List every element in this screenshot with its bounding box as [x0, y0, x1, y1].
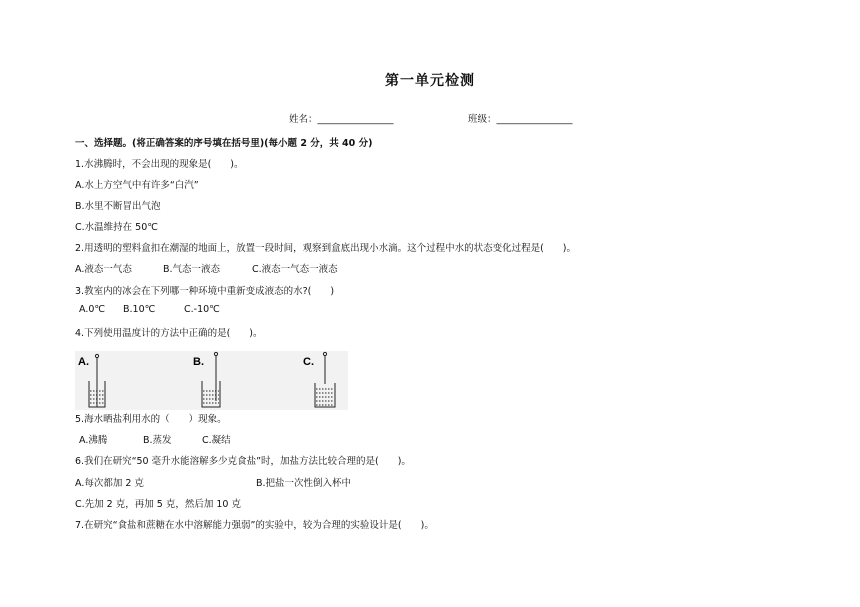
- beaker-c: [315, 352, 335, 407]
- question-2-stem: 2.用透明的塑料盒扣在潮湿的地面上，放置一段时间，观察到盒底出现小水滴。这个过程中水的状态变化过程是( )。: [75, 243, 576, 254]
- question-3-stem: 3.教室内的冰会在下列哪一种环境中重新变成液态的水?( ): [75, 286, 335, 297]
- question-1-option-c: C.水温维持在 50℃: [75, 222, 158, 233]
- name-field-label: 姓名：________________: [289, 114, 394, 125]
- question-5-option-b: B.蒸发: [143, 435, 172, 446]
- question-1-stem: 1.水沸腾时，不会出现的现象是( )。: [75, 159, 244, 170]
- question-5-option-c: C.凝结: [202, 435, 231, 446]
- question-1-option-b: B.水里不断冒出气泡: [75, 201, 161, 212]
- question-5-option-a: A.沸腾: [79, 435, 108, 446]
- question-7-stem: 7.在研究“食盐和蔗糖在水中溶解能力强弱”的实验中，较为合理的实验设计是( )。: [75, 520, 434, 531]
- page-title: 第一单元检测: [385, 73, 475, 89]
- beaker-a: [89, 354, 105, 407]
- question-2-option-b: B.气态一液态: [163, 264, 221, 275]
- figure-label-c: C.: [303, 356, 314, 368]
- section-heading: 一、选择题。(将正确答案的序号填在括号里)(每小题 2 分，共 40 分): [75, 138, 373, 149]
- thermometer-figure: [75, 351, 348, 410]
- question-3-option-c: C.-10℃: [184, 304, 220, 315]
- question-6-option-b: B.把盐一次性倒入杯中: [256, 478, 352, 489]
- question-2-option-a: A.液态一气态: [75, 264, 132, 275]
- question-6-stem: 6.我们在研究“50 毫升水能溶解多少克食盐”时，加盐方法比较合理的是( )。: [75, 456, 411, 467]
- beaker-b: [202, 352, 220, 407]
- class-field-label: 班级：________________: [468, 114, 573, 125]
- figure-label-b: B.: [193, 356, 204, 368]
- figure-label-a: A.: [78, 356, 89, 368]
- question-3-option-b: B.10℃: [123, 304, 156, 315]
- question-6-option-a: A.每次都加 2 克: [75, 478, 144, 489]
- thermometer-diagram: [75, 351, 348, 410]
- question-6-option-c: C.先加 2 克，再加 5 克，然后加 10 克: [75, 499, 241, 510]
- question-4-stem: 4.下列使用温度计的方法中正确的是( )。: [75, 328, 263, 339]
- question-1-option-a: A.水上方空气中有许多“白汽”: [75, 180, 199, 191]
- question-2-option-c: C.液态一气态一液态: [252, 264, 338, 275]
- question-3-option-a: A.0℃: [79, 304, 106, 315]
- question-5-stem: 5.海水晒盐利用水的（ ）现象。: [75, 414, 227, 425]
